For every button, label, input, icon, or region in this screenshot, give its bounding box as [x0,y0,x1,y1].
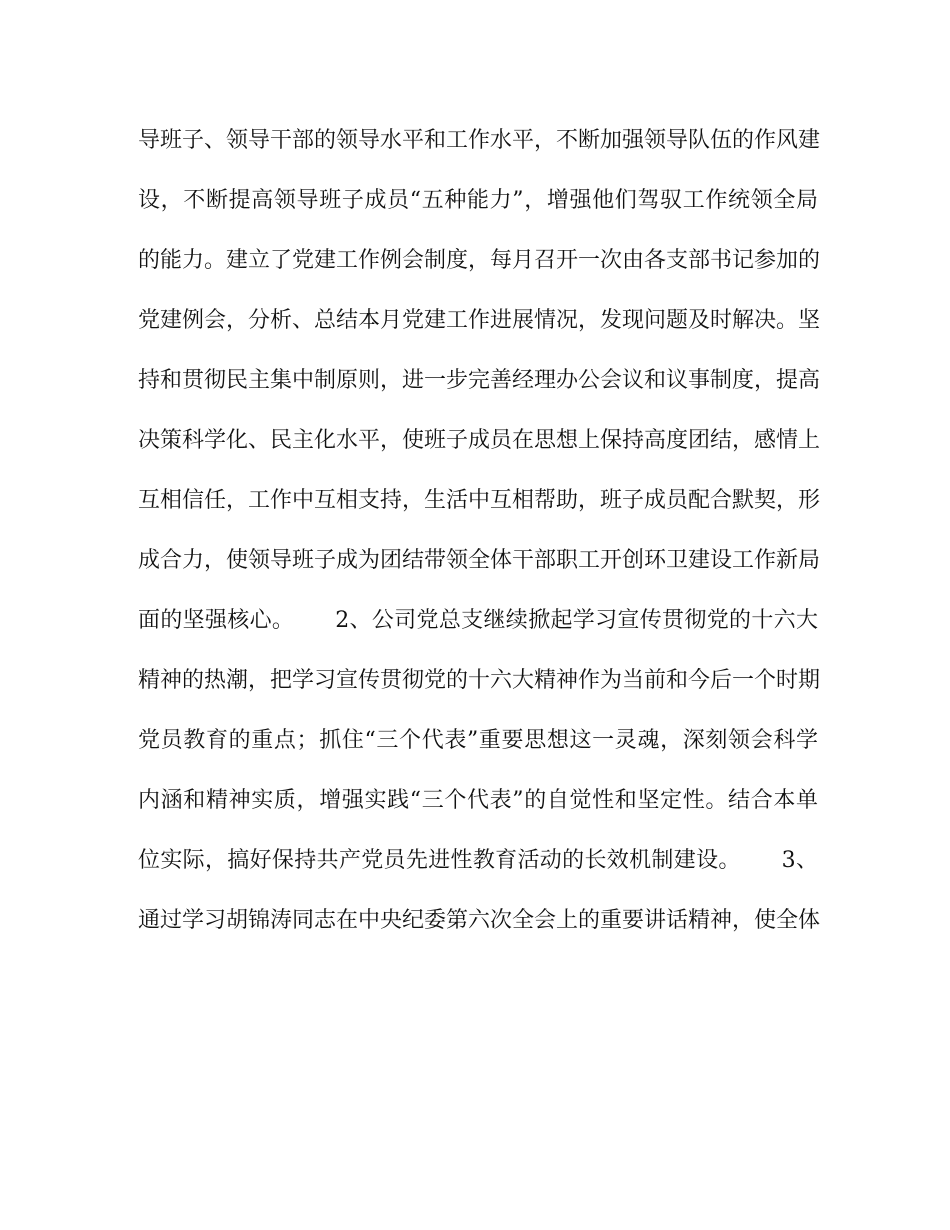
body-text-line-12: 内涵和精神实质，增强实践“三个代表”的自觉性和坚定性。结合本单 [138,788,818,813]
body-text-line-10: 精神的热潮，把学习宣传贯彻党的十六大精神作为当前和今后一个时期 [138,668,821,693]
body-text-line-4: 党建例会，分析、总结本月党建工作进展情况，发现问题及时解决。坚 [138,308,821,333]
body-text-line-11: 党员教育的重点；抓住“三个代表”重要思想这一灵魂，深刻领会科学 [138,728,818,753]
body-text-line-8: 成合力，使领导班子成为团结带领全体干部职工开创环卫建设工作新局 [138,548,821,573]
body-text-line-14: 通过学习胡锦涛同志在中央纪委第六次全会上的重要讲话精神，使全体 [138,908,821,933]
body-text-line-6: 决策科学化、民主化水平，使班子成员在思想上保持高度团结，感情上 [138,428,821,453]
body-text-line-2: 设，不断提高领导班子成员“五种能力”，增强他们驾驭工作统领全局 [138,188,818,213]
body-text-line-5: 持和贯彻民主集中制原则，进一步完善经理办公会议和议事制度，提高 [138,368,821,393]
body-text-line-9: 面的坚强核心。 2、公司党总支继续掀起学习宣传贯彻党的十六大 [138,608,818,633]
body-text-line-1: 导班子、领导干部的领导水平和工作水平，不断加强领导队伍的作风建 [138,128,821,153]
body-text-line-3: 的能力。建立了党建工作例会制度，每月召开一次由各支部书记参加的 [138,248,821,273]
body-text-line-7: 互相信任，工作中互相支持，生活中互相帮助，班子成员配合默契，形 [138,488,821,513]
body-text-line-13: 位实际，搞好保持共产党员先进性教育活动的长效机制建设。 3、 [138,848,818,873]
